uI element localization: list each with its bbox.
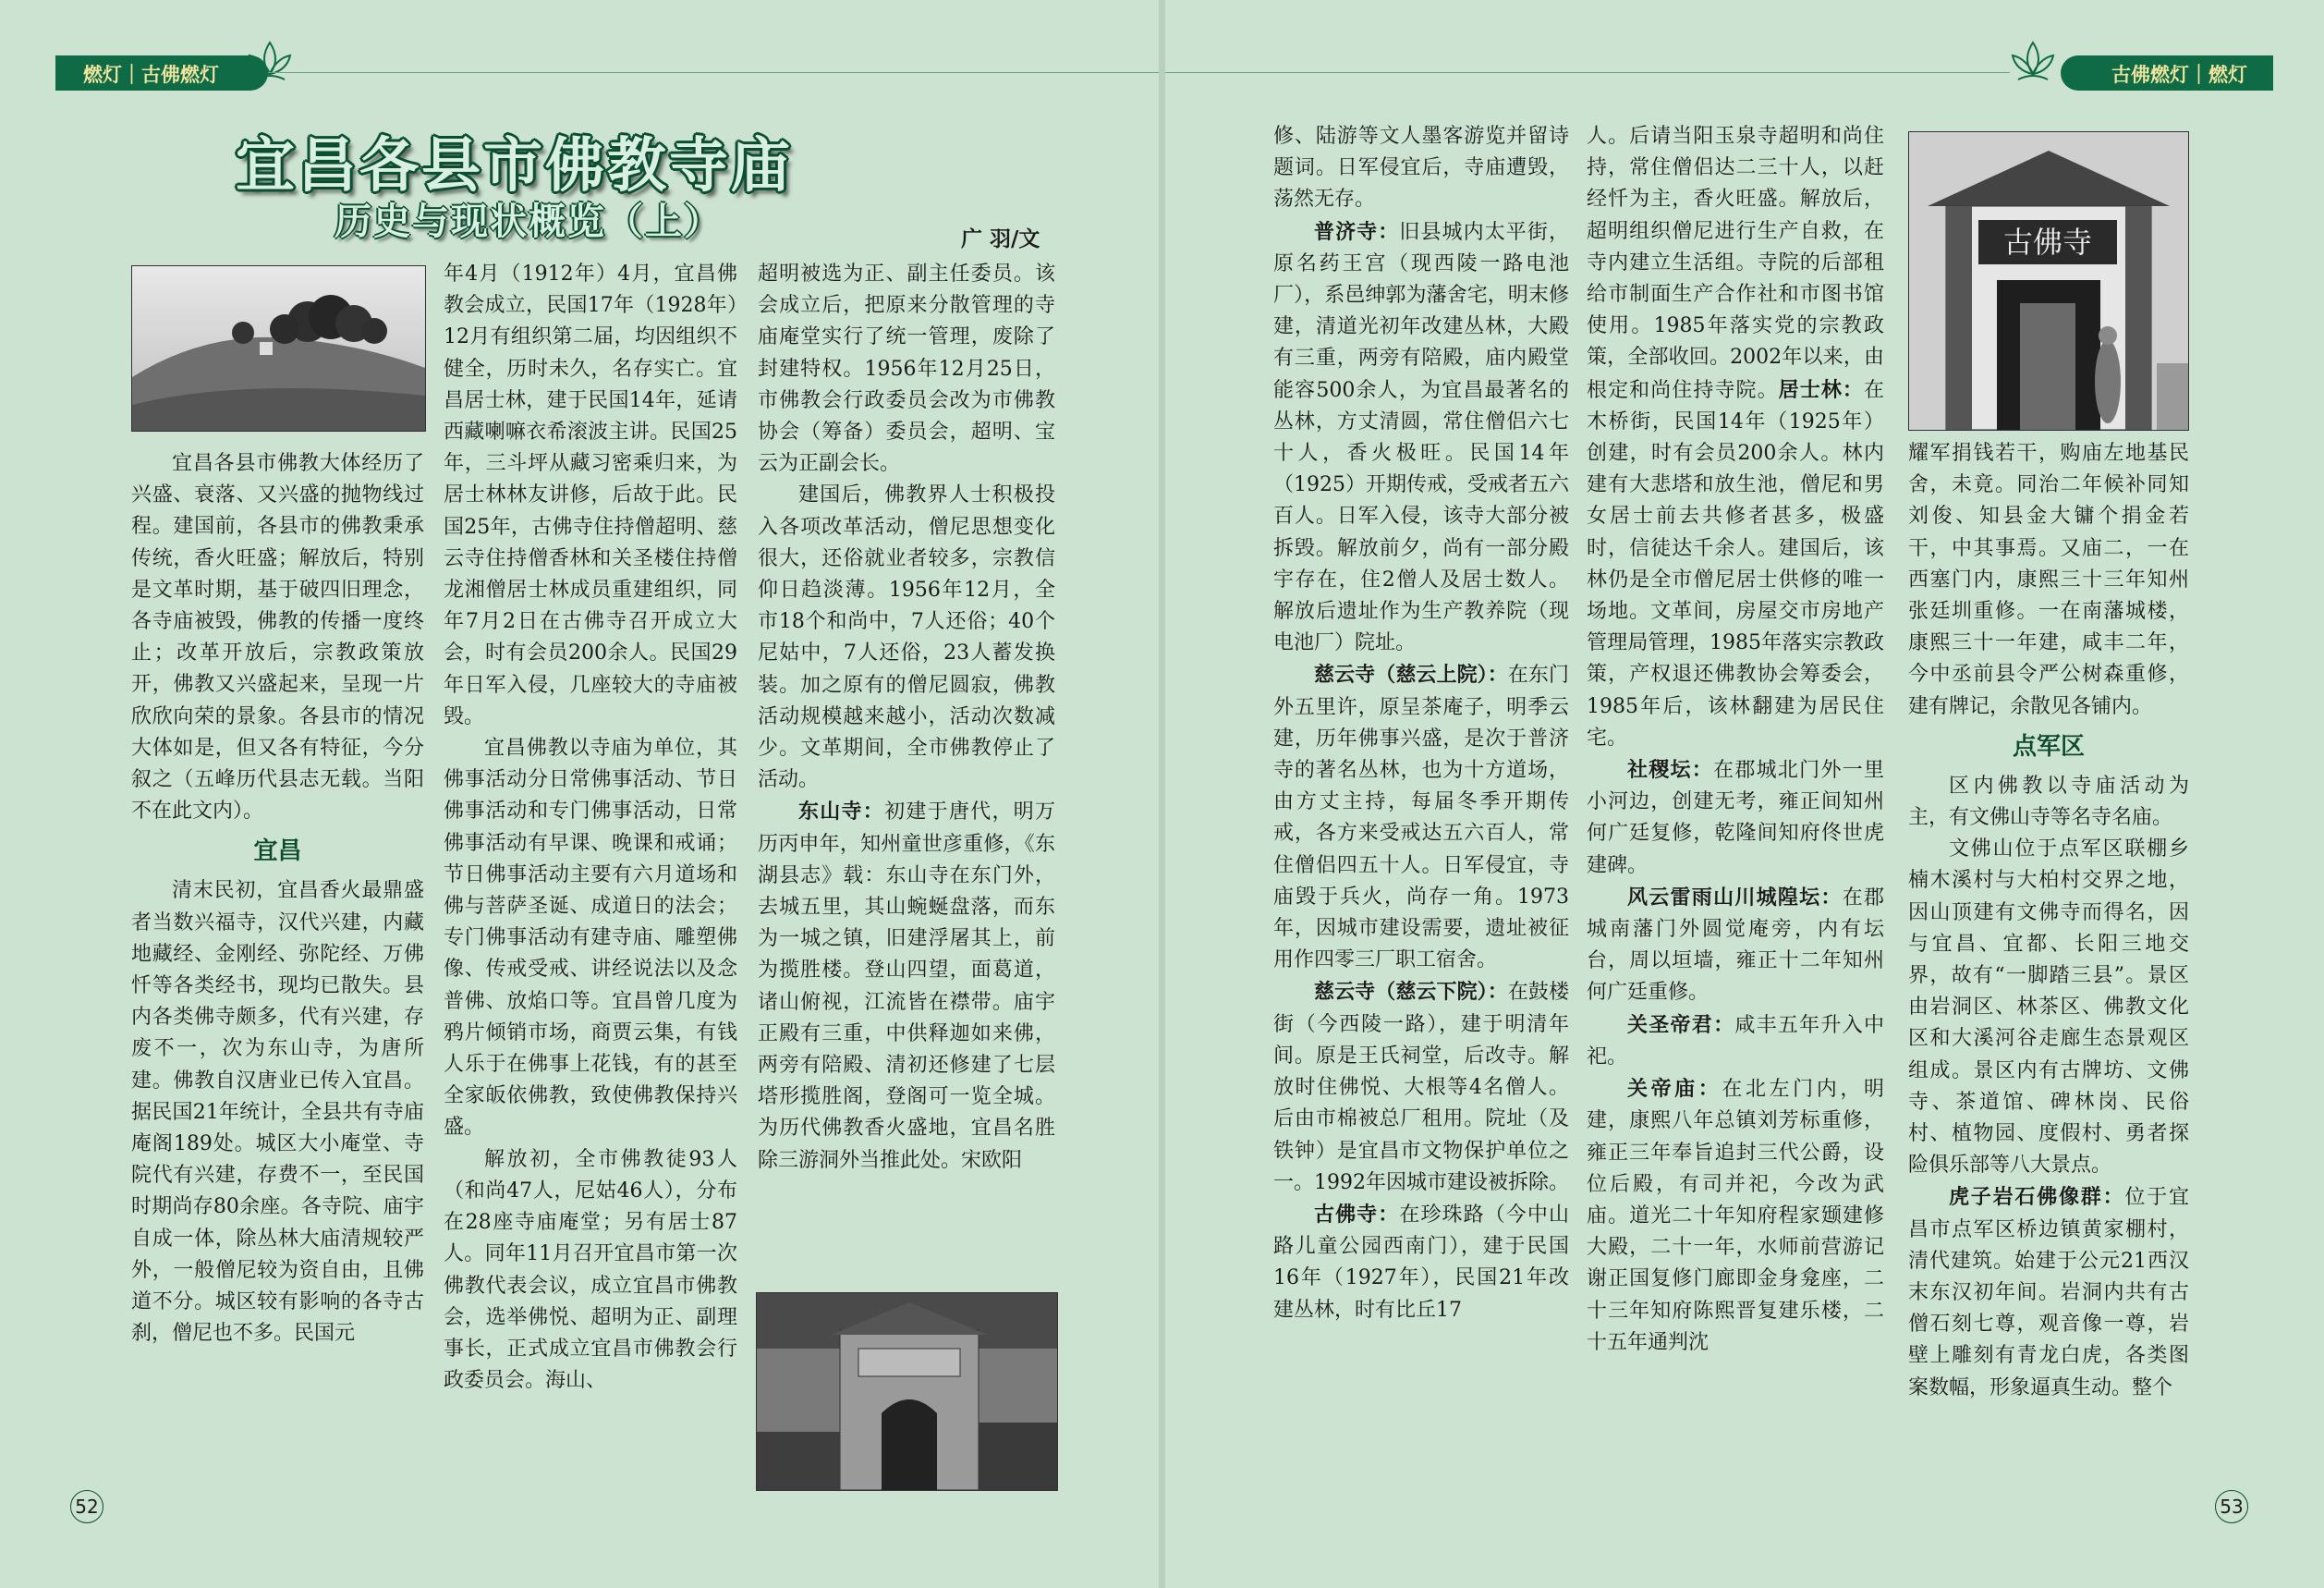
column-4 xyxy=(1273,121,1569,1326)
paragraph: 风云雷雨山川城隍坛：在郡城南藩门外圆觉庵旁，内有坛台，周以垣墙，雍正十二年知州何广廷重修。 xyxy=(1587,885,1884,1005)
paragraph: 普济寺：旧县城内太平街，原名药王宫（现西陵一路电池厂），系邑绅郭为藩舍宅，明末修建，清道光初年改建丛林，大殿有三重，两旁有陪殿，庙内殿堂能容500余人，为宜昌最著名的丛林，方丈清圆，常住僧侣六七十人，香火极旺。民国14年（1925）开期传戒，受戒者五六百人。日军入侵，该寺大部分被拆毁。解放前夕，尚有一部分殿宇存在，住2僧人及居士数人。解放后遗址作为生产教养院（现电池厂）院址。 xyxy=(1273,219,1569,655)
temple-gate-photo xyxy=(1908,131,2189,431)
paragraph: 古佛寺：在珍珠路（今中山路儿童公园西南门），建于民国16年（1927年），民国21年改建丛林，时有比丘17 xyxy=(1273,1202,1569,1322)
paragraph: 解放初，全市佛教徒93人（和尚47人，尼姑46人），分布在28座寺庙庵堂；另有居士87人。同年11月召开宜昌市第一次佛教代表会议，成立宜昌市佛教会，选举佛悦、超明为正、副理事长，正式成立宜昌市佛教会行政委员会。海山、 xyxy=(444,1147,737,1393)
paragraph: 人。后请当阳玉泉寺超明和尚住持，常住僧侣达二三十人，以赶经忏为主，香火旺盛。解放后，超明组织僧尼进行生产自救，在寺内建立生活组。寺院的后部租给市制面生产合作社和市图书馆使用。1985年落实党的宗教政策，全部收回。2002年以来，由根定和尚住持寺院。居士林：在木桥街，民国14年（1925年）创建，时有会员200余人。林内建有大悲塔和放生池，僧尼和男女居士前去共修者甚多，极盛时，信徒达千余人。建国后，该林仍是全市僧尼居士供修的唯一场地。文革间，房屋交市房地产管理局管理，1985年落实宗教政策，产权退还佛教协会筹委会，1985年后，该林翻建为居民住宅。 xyxy=(1587,125,1884,750)
header-bar-right xyxy=(2061,55,2273,91)
paragraph: 宜昌佛教以寺庙为单位，其佛事活动分日常佛事活动、节日佛事活动和专门佛事活动，日常佛事活动有早课、晚课和戒诵；节日佛事活动主要有六月道场和佛与菩萨圣诞、成道日的法会；专门佛事活动有建寺庙、雕塑佛像、传戒受戒、讲经说法以及念普佛、放焰口等。宜昌曾几度为鸦片倾销市场，商贾云集，有钱人乐于在佛事上花钱，有的甚至全家皈依佛教，致使佛教保持兴盛。 xyxy=(444,737,737,1140)
paragraph: 耀军捐钱若干，购庙左地基民舍，未竟。同治二年候补同知刘俊、知县金大镛个捐金若干，中其事焉。又庙二，一在西塞门内，康熙三十三年知州张廷圳重修。一在南藩城楼，康熙三十一年建，咸丰二年，今中丞前县令严公树森重修，建有牌记，余散见各铺内。 xyxy=(1908,442,2189,718)
column-5 xyxy=(1587,121,1884,1359)
header-rule-right xyxy=(1165,72,2010,73)
left-page xyxy=(0,0,1159,1588)
paragraph: 东山寺：初建于唐代，明万历丙申年，知州童世彦重修，《东湖县志》载：东山寺在东门外，去城五里，其山蜿蜒盘落，而东为一城之镇，旧建浮屠其上，前为揽胜楼。登山四望，面葛道，诸山俯视，江流皆在襟带。庙宇正殿有三重，中供释迦如来佛，两旁有陪殿、清初还修建了七层塔形揽胜阁，登阁可一览全城。为历代佛教香火盛地，宜昌名胜除三游洞外当推此处。宋欧阳 xyxy=(758,800,1055,1172)
column-3 xyxy=(758,259,1055,1177)
paragraph: 关帝庙：在北左门内，明建，康熙八年总镇刘芳标重修，雍正三年奉旨追封三代公爵，设位后殿，有司并祀，今改为武庙。道光二十年知府程家颋建修大殿，二十一年，水师前营游记谢正国复修门廊即金身龛座，二十三年知府陈熙晋复建乐楼，二十五年通判沈 xyxy=(1587,1077,1884,1354)
column-2 xyxy=(444,259,737,1397)
column-6 xyxy=(1908,438,2189,1404)
section-heading-yichang: 宜昌 xyxy=(253,837,302,866)
article-title: 宜昌各县市佛教寺庙 xyxy=(236,132,793,201)
paragraph: 区内佛教以寺庙活动为主，有文佛山寺等名寺名庙。 xyxy=(1908,774,2189,830)
paragraph: 宜昌各县市佛教大体经历了兴盛、衰落、又兴盛的抛物线过程。建国前，各县市的佛教秉承传统，香火旺盛；解放后，特别是文革时期，基于破四旧理念，各寺庙被毁，佛教的传播一度终止；改革开放后，宗教政策放开，佛教又兴盛起来，呈现一片欣欣向荣的景象。各县市的情况大体如是，但又各有特征，今分叙之（五峰历代县志无载。当阳不在此文内）。 xyxy=(131,452,424,824)
paragraph: 慈云寺（慈云上院）：在东门外五里许，原呈茶庵子，明季云建，历年佛事兴盛，是次于普济寺的著名丛林，也为十方道场，由方丈主持，每届冬季开期传戒，各方来受戒达五六百人，常住僧侣四五十人。日军侵宜，寺庙毁于兵火，尚存一角。1973年，因城市建设需要，遗址被征用作四零三厂职工宿舍。 xyxy=(1273,663,1569,972)
paragraph: 清末民初，宜昌香火最鼎盛者当数兴福寺，汉代兴建，内藏地藏经、金刚经、弥陀经、万佛忏等各类经书，现均已散失。县内各类佛寺颇多，代有兴建，存废不一，次为东山寺，为唐所建。佛教自汉唐业已传入宜昌。据民国21年统计，全县共有寺庙庵阁189处。城区大小庵堂、寺院代有兴建，存费不一，至民国时期尚存80余座。各寺院、庙宇自成一体，除丛林大庙清规较严外，一般僧尼较为资自由，且佛道不分。城区较有影响的各寺古刹，僧尼也不多。民国元 xyxy=(131,879,424,1346)
header-label-left: 燃灯｜古佛燃灯 xyxy=(83,64,219,86)
hill-photo xyxy=(131,265,426,432)
archway-photo xyxy=(756,1292,1058,1491)
section-heading-dianjun: 点军区 xyxy=(2012,732,2085,761)
paragraph: 建国后，佛教界人士积极投入各项改革活动，僧尼思想变化很大，还俗就业者较多，宗教信仰日趋淡薄。1956年12月，全市18个和尚中，7人还俗；40个尼姑中，7人还俗，23人蓄发换装。加之原有的僧尼圆寂，佛教活动规模越来越小，活动次数减少。文革期间，全市佛教停止了活动。 xyxy=(758,483,1055,792)
paragraph: 文佛山位于点军区联棚乡楠木溪村与大柏村交界之地，因山顶建有文佛寺而得名，因与宜昌、宜都、长阳三地交界，故有“一脚踏三县”。景区由岩洞区、林茶区、佛教文化区和大溪河谷走廊生态景观区组成。景区内有古牌坊、文佛寺、茶道馆、碑林岗、民俗村、植物园、度假村、勇者探险俱乐部等八大景点。 xyxy=(1908,837,2189,1178)
header-rule-left xyxy=(268,72,1159,73)
header-bar-left xyxy=(55,55,268,91)
paragraph: 社稷坛：在郡城北门外一里小河边，创建无考，雍正间知州何广廷复修，乾隆间知府佟世虎建碑。 xyxy=(1587,758,1884,877)
column-1 xyxy=(131,448,424,1350)
page-number-left: 52 xyxy=(70,1490,103,1523)
paragraph: 慈云寺（慈云下院）：在鼓楼街（今西陵一路），建于明清年间。原是王氏祠堂，后改寺。解放时住佛悦、大根等4名僧人。后由市棉被总厂租用。院址（及铁钟）是宜昌市文物保护单位之一。1992年因城市建设被拆除。 xyxy=(1273,980,1569,1194)
paragraph: 修、陆游等文人墨客游览并留诗题词。日军侵宜后，寺庙遭毁，荡然无存。 xyxy=(1273,125,1569,212)
spine-gutter xyxy=(1159,0,1165,1588)
header-label-right: 古佛燃灯｜燃灯 xyxy=(2111,64,2247,86)
paragraph: 年4月（1912年）4月，宜昌佛教会成立，民国17年（1928年）12月有组织第二届，均因组织不健全，历时未久，名存实亡。宜昌居士林，建于民国14年，延请西藏喇嘛衣希滚波主讲。民国25年，三斗坪从藏习密乘归来，为居士林林友讲修，后故于此。民国25年，古佛寺住持僧超明、慈云寺住持僧香林和关圣楼住持僧龙湘僧居士林成员重建组织，同年7月2日在古佛寺召开成立大会，时有会员200余人。民国29年日军入侵，几座较大的寺庙被毁。 xyxy=(444,263,737,728)
temple-sign: 古佛寺 xyxy=(2002,225,2093,260)
paragraph: 关圣帝君：咸丰五年升入中祀。 xyxy=(1587,1012,1884,1069)
lotus-ornament-icon xyxy=(2005,35,2061,91)
paragraph: 超明被选为正、副主任委员。该会成立后，把原来分散管理的寺庙庵堂实行了统一管理，废除了封建特权。1956年12月25日，市佛教会行政委员会改为市佛教协会（筹备）委员会，超明、宝云为正副会长。 xyxy=(758,263,1055,476)
article-subtitle: 历史与现状概览（上） xyxy=(335,201,723,243)
author-byline: 广 羽/文 xyxy=(961,226,1040,251)
right-page xyxy=(1165,0,2324,1588)
page-number-right: 53 xyxy=(2215,1490,2248,1523)
paragraph: 虎子岩石佛像群：位于宜昌市点军区桥边镇黄家棚村，清代建筑。始建于公元21西汉末东汉初年间。岩洞内共有古僧石刻七尊，观音像一尊，岩壁上雕刻有青龙白虎，各类图案数幅，形象逼真生动。整个 xyxy=(1908,1185,2189,1399)
